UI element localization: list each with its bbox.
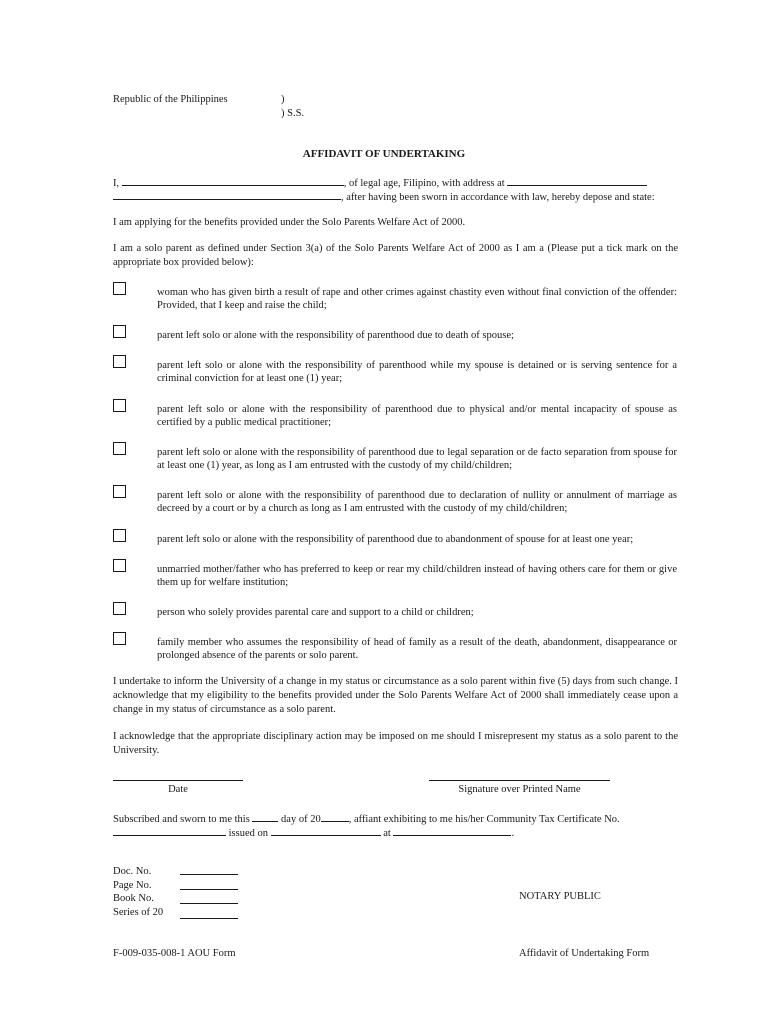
page-no-label: Page No. (113, 879, 152, 891)
period: . (511, 828, 515, 839)
form-name: Affidavit of Undertaking Form (519, 948, 650, 959)
ss-paren-2: ) S.S. (281, 108, 305, 119)
option-text-6: parent left solo or alone with the responsibility of parenthood due to declaration of nullity or annulment of marriage as decreed by a court or by a church as long as I am entrusted with the custody of my child/children; (157, 490, 677, 514)
option-checkbox-10[interactable] (113, 632, 126, 645)
option-text-3: parent left solo or alone with the responsibility of parenthood while my spouse is detained or is serving sentence for a criminal conviction for at least one (1) year; (157, 360, 677, 384)
option-checkbox-6[interactable] (113, 485, 126, 498)
option-text-4: parent left solo or alone with the responsibility of parenthood due to physical and/or mental incapacity of spouse as certified by a public medical practitioner; (157, 404, 677, 428)
intro-line-2 (113, 189, 678, 205)
ss-paren-1: ) (281, 94, 285, 105)
option-checkbox-2[interactable] (113, 325, 126, 338)
notary-blanks (180, 865, 238, 923)
ctc-number-blank[interactable] (113, 825, 226, 836)
at-label: at (383, 828, 391, 839)
option-text-1: woman who has given birth a result of rape and other crimes against chastity even without final conviction of the offender: Provided, that I keep and raise the child; (157, 287, 677, 311)
option-checkbox-5[interactable] (113, 442, 126, 455)
option-checkbox-9[interactable] (113, 602, 126, 615)
page-no-blank[interactable] (180, 880, 238, 890)
issued-date-blank[interactable] (271, 825, 381, 836)
option-checkbox-7[interactable] (113, 529, 126, 542)
i-label: I, (113, 178, 120, 189)
name-blank[interactable] (122, 175, 344, 186)
option-text-2: parent left solo or alone with the responsibility of parenthood due to death of spouse; (157, 330, 514, 341)
legal-age-text: , of legal age, Filipino, with address at (343, 178, 505, 189)
option-text-5: parent left solo or alone with the responsibility of parenthood due to legal separation or de facto separation from spouse for at least one (1) year, as long as I am entrusted with the custody of my child/children; (157, 447, 677, 471)
day-blank[interactable] (252, 811, 278, 822)
document-title: AFFIDAVIT OF UNDERTAKING (302, 148, 466, 160)
solo-parent-paragraph: I am a solo parent as defined under Section 3(a) of the Solo Parents Welfare Act of 2000 as I am a (Please put a tick mark on the appropriate box provided below): (113, 243, 678, 268)
subscribed-part1: Subscribed and sworn to me this (113, 814, 250, 825)
book-no-label: Book No. (113, 893, 154, 904)
option-checkbox-8[interactable] (113, 559, 126, 572)
date-label: Date (168, 784, 188, 795)
applying-paragraph: I am applying for the benefits provided under the Solo Parents Welfare Act of 2000. (113, 217, 466, 228)
issued-on-label: issued on (228, 828, 268, 839)
option-text-7: parent left solo or alone with the responsibility of parenthood due to abandonment of spouse for at least one year; (157, 534, 634, 545)
doc-no-label: Doc. No. (113, 866, 152, 877)
subscribed-part3: , affiant exhibiting to me his/her Community Tax Certificate No. (348, 814, 620, 825)
option-checkbox-1[interactable] (113, 282, 126, 295)
signature-line[interactable] (429, 780, 610, 781)
doc-no-blank[interactable] (180, 865, 238, 875)
series-blank[interactable] (180, 909, 238, 919)
subscribed-line-2 (113, 825, 683, 841)
year-blank[interactable] (321, 811, 349, 822)
signature-label: Signature over Printed Name (458, 784, 581, 795)
issued-place-blank[interactable] (393, 825, 511, 836)
option-text-8: unmarried mother/father who has preferred to keep or rear my child/children instead of having others care for them or give them up for welfare institution; (157, 564, 677, 588)
option-text-9: person who solely provides parental care and support to a child or children; (157, 607, 474, 618)
sworn-text: , after having been sworn in accordance with law, hereby depose and state: (341, 192, 655, 203)
option-text-10: family member who assumes the responsibility of head of family as a result of the death, abandonment, disappearance or prolonged absence of the parents or solo parent. (157, 637, 677, 661)
address-blank-1[interactable] (507, 175, 647, 186)
option-checkbox-4[interactable] (113, 399, 126, 412)
date-line[interactable] (113, 780, 243, 781)
notary-labels (113, 865, 163, 919)
republic-label: Republic of the Philippines (113, 94, 228, 105)
form-code: F-009-035-008-1 AOU Form (113, 948, 236, 959)
book-no-blank[interactable] (180, 894, 238, 904)
series-label: Series of 20 (113, 906, 164, 918)
notary-public-label: NOTARY PUBLIC (519, 891, 601, 902)
option-checkbox-3[interactable] (113, 355, 126, 368)
subscribed-part2: day of 20 (281, 814, 321, 825)
undertake-paragraph: I undertake to inform the University of a change in my status or circumstance as a solo parent within five (5) days from such change. I acknowledge that my eligibility to the benefits provided under the Solo Parents Welfare Act of 2000 shall immediately cease upon a change in my status of circumstance as a solo parent. (113, 676, 678, 715)
address-blank-2[interactable] (113, 189, 341, 200)
acknowledge-paragraph: I acknowledge that the appropriate disciplinary action may be imposed on me should I misrepresent my status as a solo parent to the University. (113, 731, 678, 756)
